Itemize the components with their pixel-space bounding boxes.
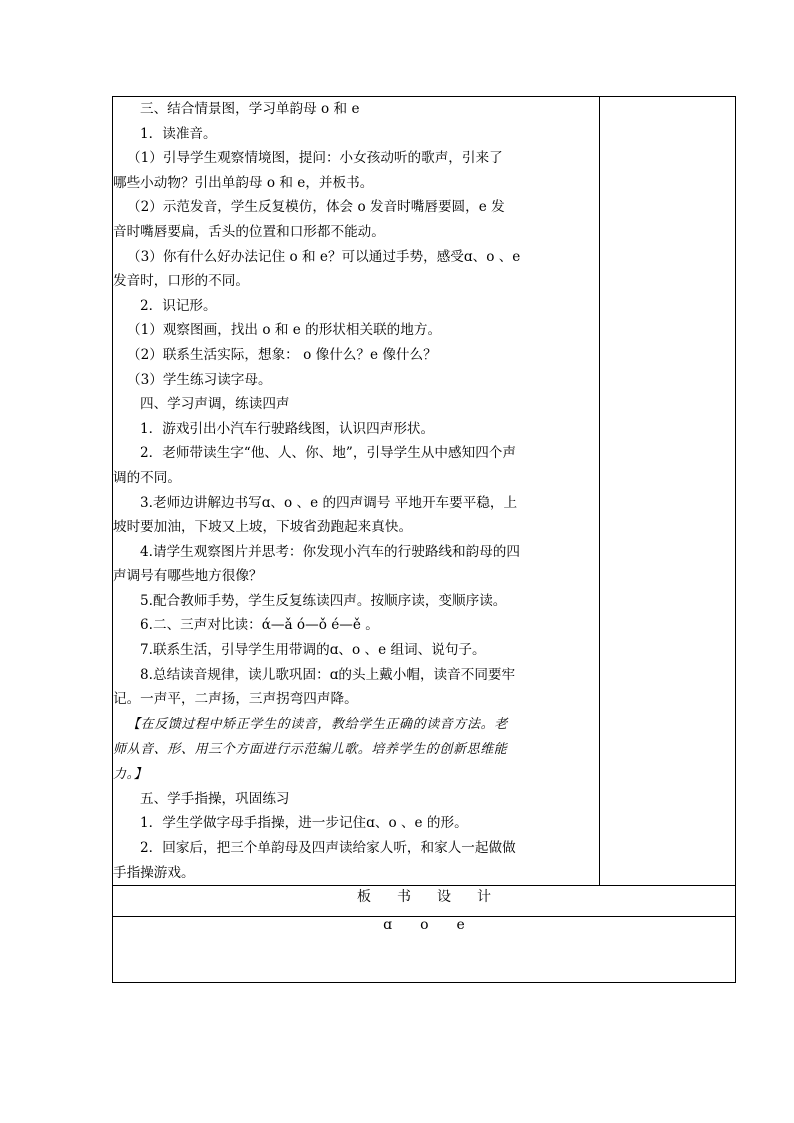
text-line: 2．识记形。	[140, 297, 217, 314]
text-line: 2．老师带读生字“他、人、你、地”，引导学生从中感知四个声	[140, 445, 516, 462]
board-letter-a: ɑ	[383, 917, 393, 934]
section-heading-3: 三、结合情景图，学习单韵母 o 和 e	[140, 101, 360, 117]
text-line: 2．回家后，把三个单韵母及四声读给家人听，和家人一起做做	[140, 840, 516, 857]
text-line: 3.老师边讲解边书写ɑ、o 、e 的四声调号 平地开车要平稳，上	[140, 494, 518, 511]
text-line: 记。一声平，二声扬，三声拐弯四声降。	[113, 691, 358, 708]
text-line: 发音时，口形的不同。	[113, 273, 249, 290]
title-char: 设	[437, 889, 451, 906]
board-design-content	[113, 917, 736, 983]
text-line: 1．读准音。	[140, 125, 217, 142]
text-line: 4.请学生观察图片并思考：你发现小汽车的行驶路线和韵母的四	[140, 543, 520, 560]
text-line: （1）引导学生观察情境图，提问：小女孩动听的歌声，引来了	[127, 150, 503, 167]
text-line: 哪些小动物？引出单韵母 o 和 e，并板书。	[113, 174, 374, 191]
text-line: （3）学生练习读字母。	[127, 371, 272, 388]
teaching-note-line: 师从音、形、用三个方面进行示范编儿歌。培养学生的创新思维能	[113, 741, 508, 757]
text-line: （2）联系生活实际，想象： o 像什么？e 像什么？	[127, 346, 437, 363]
board-letter-e: e	[456, 917, 465, 934]
text-line: （3）你有什么好办法记住 o 和 e？可以通过手势，感受ɑ、o 、e	[127, 248, 521, 265]
section-heading-5: 五、学手指操，巩固练习	[140, 790, 290, 807]
board-title-row	[113, 886, 736, 917]
text-line: 7.联系生活，引导学生用带调的ɑ、o 、e 组词、说句子。	[140, 642, 486, 659]
title-char: 板	[357, 889, 371, 906]
board-letter-o: o	[420, 917, 429, 934]
text-line: 8.总结读音规律，读儿歌巩固：ɑ的头上戴小帽，读音不同要牢	[140, 666, 516, 683]
text-line: （1）观察图画，找出 o 和 e 的形状相关联的地方。	[127, 322, 442, 339]
text-line: 1．学生学做字母手指操，进一步记住ɑ、o 、e 的形。	[140, 815, 468, 832]
board-design-title	[113, 886, 736, 917]
text-line: 声调号有哪些地方很像？	[113, 568, 263, 585]
text-line: 5.配合教师手势，学生反复练读四声。按顺序读，变顺序读。	[140, 592, 507, 609]
text-line: 坡时要加油，下坡又上坡，下坡省劲跑起来真快。	[113, 519, 413, 536]
title-char: 计	[477, 889, 491, 906]
title-char: 书	[397, 889, 411, 906]
teaching-note-line: 力。】	[113, 766, 148, 782]
teaching-note-line: 【在反馈过程中矫正学生的读音，教给学生正确的读音方法。老	[127, 716, 508, 732]
section-heading-4: 四、学习声调，练读四声	[140, 396, 290, 413]
text-line: 手指操游戏。	[113, 864, 195, 881]
notes-column-cell	[600, 97, 736, 886]
text-line: 1．游戏引出小汽车行驶路线图，认识四声形状。	[140, 420, 435, 437]
text-line: 调的不同。	[113, 469, 181, 486]
board-content-row	[113, 917, 736, 983]
text-line: （2）示范发音，学生反复模仿，体会 o 发音时嘴唇要圆，e 发	[127, 199, 505, 216]
text-line: 6.二、三声对比读：ά—ǎ ó—ǒ é—ě 。	[140, 617, 379, 634]
lesson-plan-table	[112, 96, 736, 983]
lesson-content-cell	[113, 97, 600, 886]
content-row	[113, 97, 736, 886]
text-line: 音时嘴唇要扁，舌头的位置和口形都不能动。	[113, 223, 385, 240]
